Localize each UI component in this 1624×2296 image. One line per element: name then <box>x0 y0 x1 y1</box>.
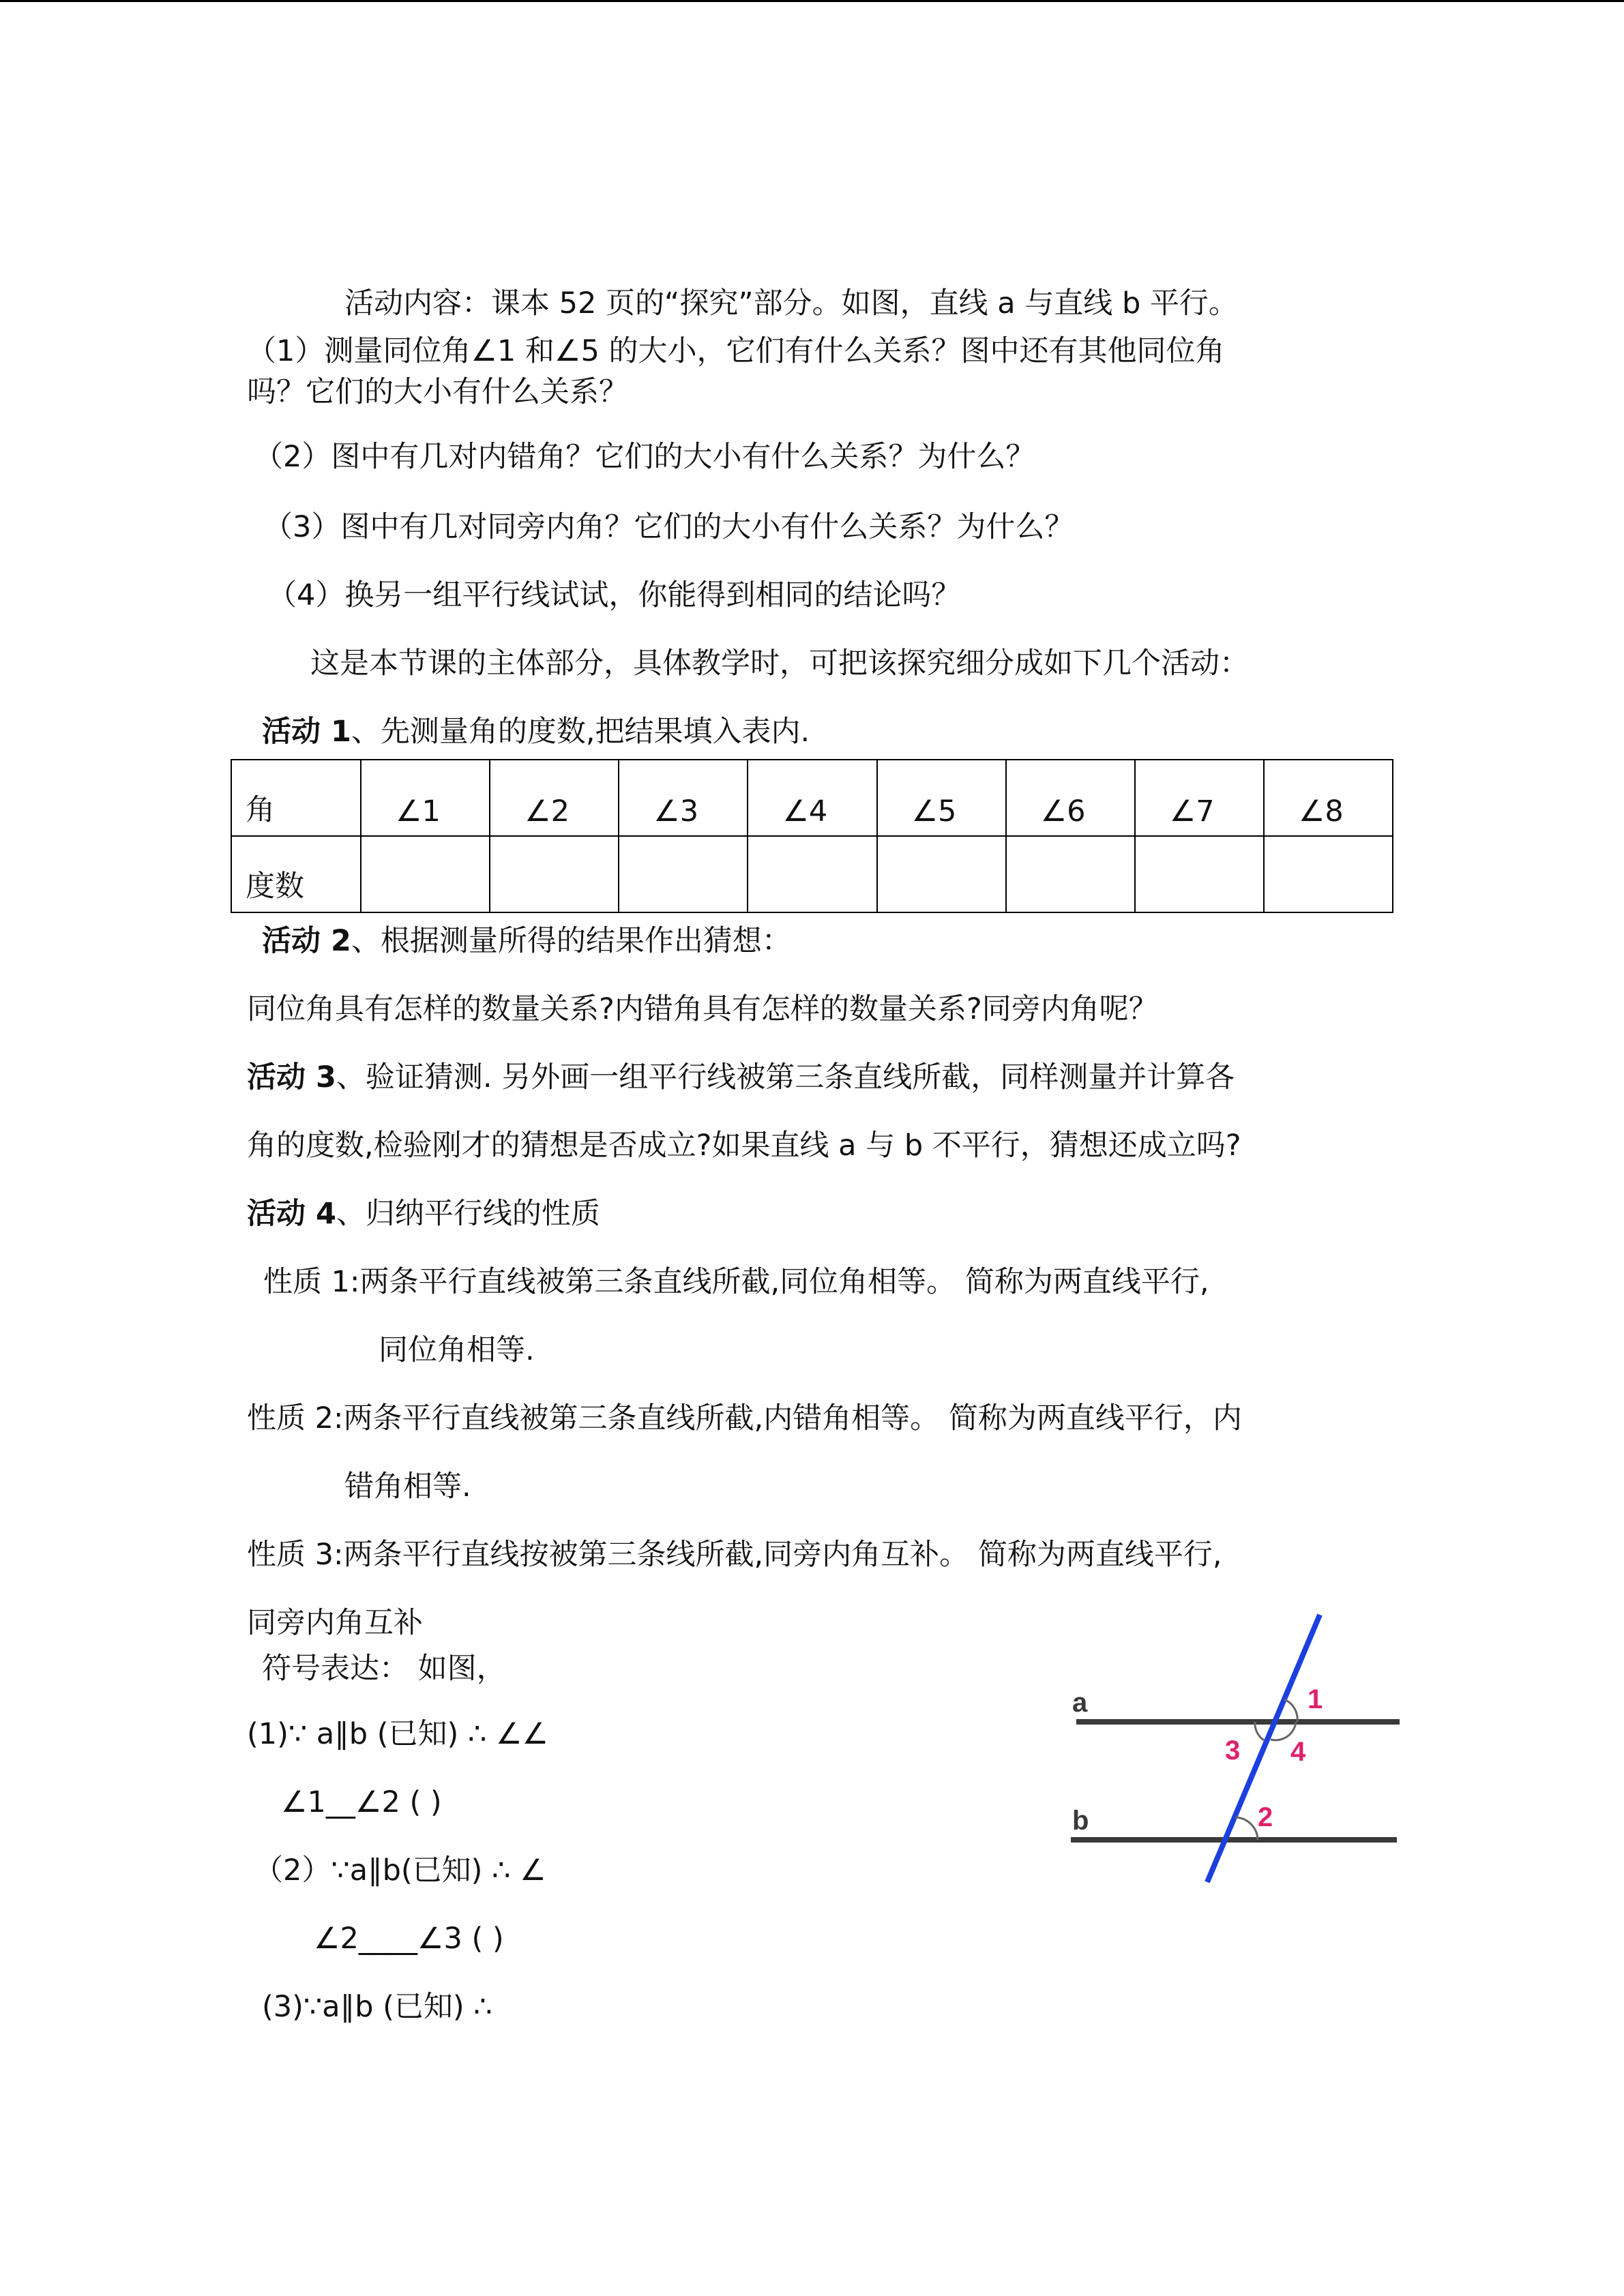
property-2-line-1: 性质 2:两条平行直线被第三条直线所截,内错角相等。 简称为两直线平行，内 <box>247 1401 1242 1435</box>
parallel-lines-figure <box>1064 1609 1419 1896</box>
activity-1 <box>262 715 810 750</box>
table-cell-angle-6: ∠6 <box>1006 760 1135 836</box>
angle-arc-3 <box>1255 1722 1264 1740</box>
activity-4-text: 、归纳平行线的性质 <box>336 1197 600 1231</box>
activity-3-line-2: 角的度数,检验刚才的猜想是否成立?如果直线 a 与 b 不平行，猜想还成立吗? <box>247 1129 1241 1163</box>
table-cell-degree-6[interactable] <box>1006 836 1135 912</box>
table-cell-degree-7[interactable] <box>1135 836 1264 912</box>
activity-1-text: 、先测量角的度数,把结果填入表内. <box>351 715 810 749</box>
question-3: （3）图中有几对同旁内角？它们的大小有什么关系？为什么？ <box>263 510 1074 544</box>
property-1-line-2: 同位角相等. <box>379 1333 535 1367</box>
question-1-line-2: 吗？它们的大小有什么关系？ <box>247 375 628 409</box>
table-cell-angle-3: ∠3 <box>619 760 748 836</box>
property-1-line-1: 性质 1:两条平行直线被第三条直线所截,同位角相等。 简称为两直线平行, <box>263 1265 1209 1299</box>
angle-measure-table <box>231 759 1393 913</box>
symbol-2-line-1: （2）∵a∥b(已知) ∴ ∠ <box>254 1853 546 1888</box>
activity-4-label: 活动 4 <box>247 1197 336 1231</box>
property-2-line-2: 错角相等. <box>344 1470 471 1504</box>
question-2: （2）图中有几对内错角？它们的大小有什么关系？为什么？ <box>254 440 1035 474</box>
table-cell-angle-2: ∠2 <box>490 760 619 836</box>
activity-3 <box>247 1060 1235 1096</box>
activity-2 <box>262 924 791 959</box>
table-cell-angle-4: ∠4 <box>748 760 876 836</box>
table-row-angles <box>231 760 1393 836</box>
label-a: a <box>1072 1688 1088 1718</box>
table-cell-angle-8: ∠8 <box>1264 760 1393 836</box>
table-cell-degree-4[interactable] <box>748 836 876 912</box>
symbol-3-line-1: (3)∵a∥b (已知) ∴ <box>262 1990 492 2024</box>
angle-arc-2 <box>1235 1817 1258 1840</box>
label-angle-2: 2 <box>1258 1802 1273 1832</box>
table-header-degrees: 度数 <box>231 836 361 912</box>
label-b: b <box>1072 1806 1089 1836</box>
question-1-line-1: （1）测量同位角∠1 和∠5 的大小，它们有什么关系？图中还有其他同位角 <box>247 334 1225 368</box>
label-angle-1: 1 <box>1308 1684 1323 1714</box>
question-4: （4）换另一组平行线试试，你能得到相同的结论吗？ <box>267 578 961 612</box>
activity-3-text: 、验证猜测. 另外画一组平行线被第三条直线所截，同样测量并计算各 <box>336 1060 1235 1094</box>
activity-2-label: 活动 2 <box>262 924 351 958</box>
table-cell-angle-1: ∠1 <box>361 760 490 836</box>
angle-arc-1 <box>1284 1699 1297 1722</box>
property-3-line-2: 同旁内角互补 <box>247 1606 423 1640</box>
main-part-text: 这是本节课的主体部分，具体教学时，可把该探究细分成如下几个活动： <box>310 646 1249 681</box>
activity-2-text: 、根据测量所得的结果作出猜想： <box>351 924 791 958</box>
symbol-1-line-1: (1)∵ a∥b (已知) ∴ ∠∠ <box>247 1717 549 1751</box>
table-header-angle: 角 <box>231 760 361 836</box>
table-cell-degree-3[interactable] <box>619 836 748 912</box>
intro-line: 活动内容：课本 52 页的“探究”部分。如图，直线 a 与直线 b 平行。 <box>344 286 1238 320</box>
table-cell-degree-2[interactable] <box>490 836 619 912</box>
activity-3-label: 活动 3 <box>247 1060 336 1094</box>
table-cell-angle-7: ∠7 <box>1135 760 1264 836</box>
symbol-1-line-2: ∠1__∠2 ( ) <box>281 1785 442 1819</box>
table-row-degrees <box>231 836 1393 912</box>
top-border <box>0 0 1624 2</box>
label-angle-4: 4 <box>1290 1737 1306 1767</box>
table-cell-angle-5: ∠5 <box>877 760 1006 836</box>
activity-1-label: 活动 1 <box>262 715 351 749</box>
symbol-2-line-2: ∠2____∠3 ( ) <box>314 1922 504 1956</box>
property-3-line-1: 性质 3:两条平行直线按被第三条线所截,同旁内角互补。 简称为两直线平行, <box>247 1538 1222 1572</box>
symbol-expression: 符号表达： 如图， <box>262 1652 506 1686</box>
activity-4 <box>247 1197 600 1232</box>
table-cell-degree-1[interactable] <box>361 836 490 912</box>
label-angle-3: 3 <box>1225 1735 1241 1765</box>
table-cell-degree-5[interactable] <box>877 836 1006 912</box>
table-cell-degree-8[interactable] <box>1264 836 1393 912</box>
activity-2-question: 同位角具有怎样的数量关系?内错角具有怎样的数量关系?同旁内角呢？ <box>247 992 1158 1026</box>
